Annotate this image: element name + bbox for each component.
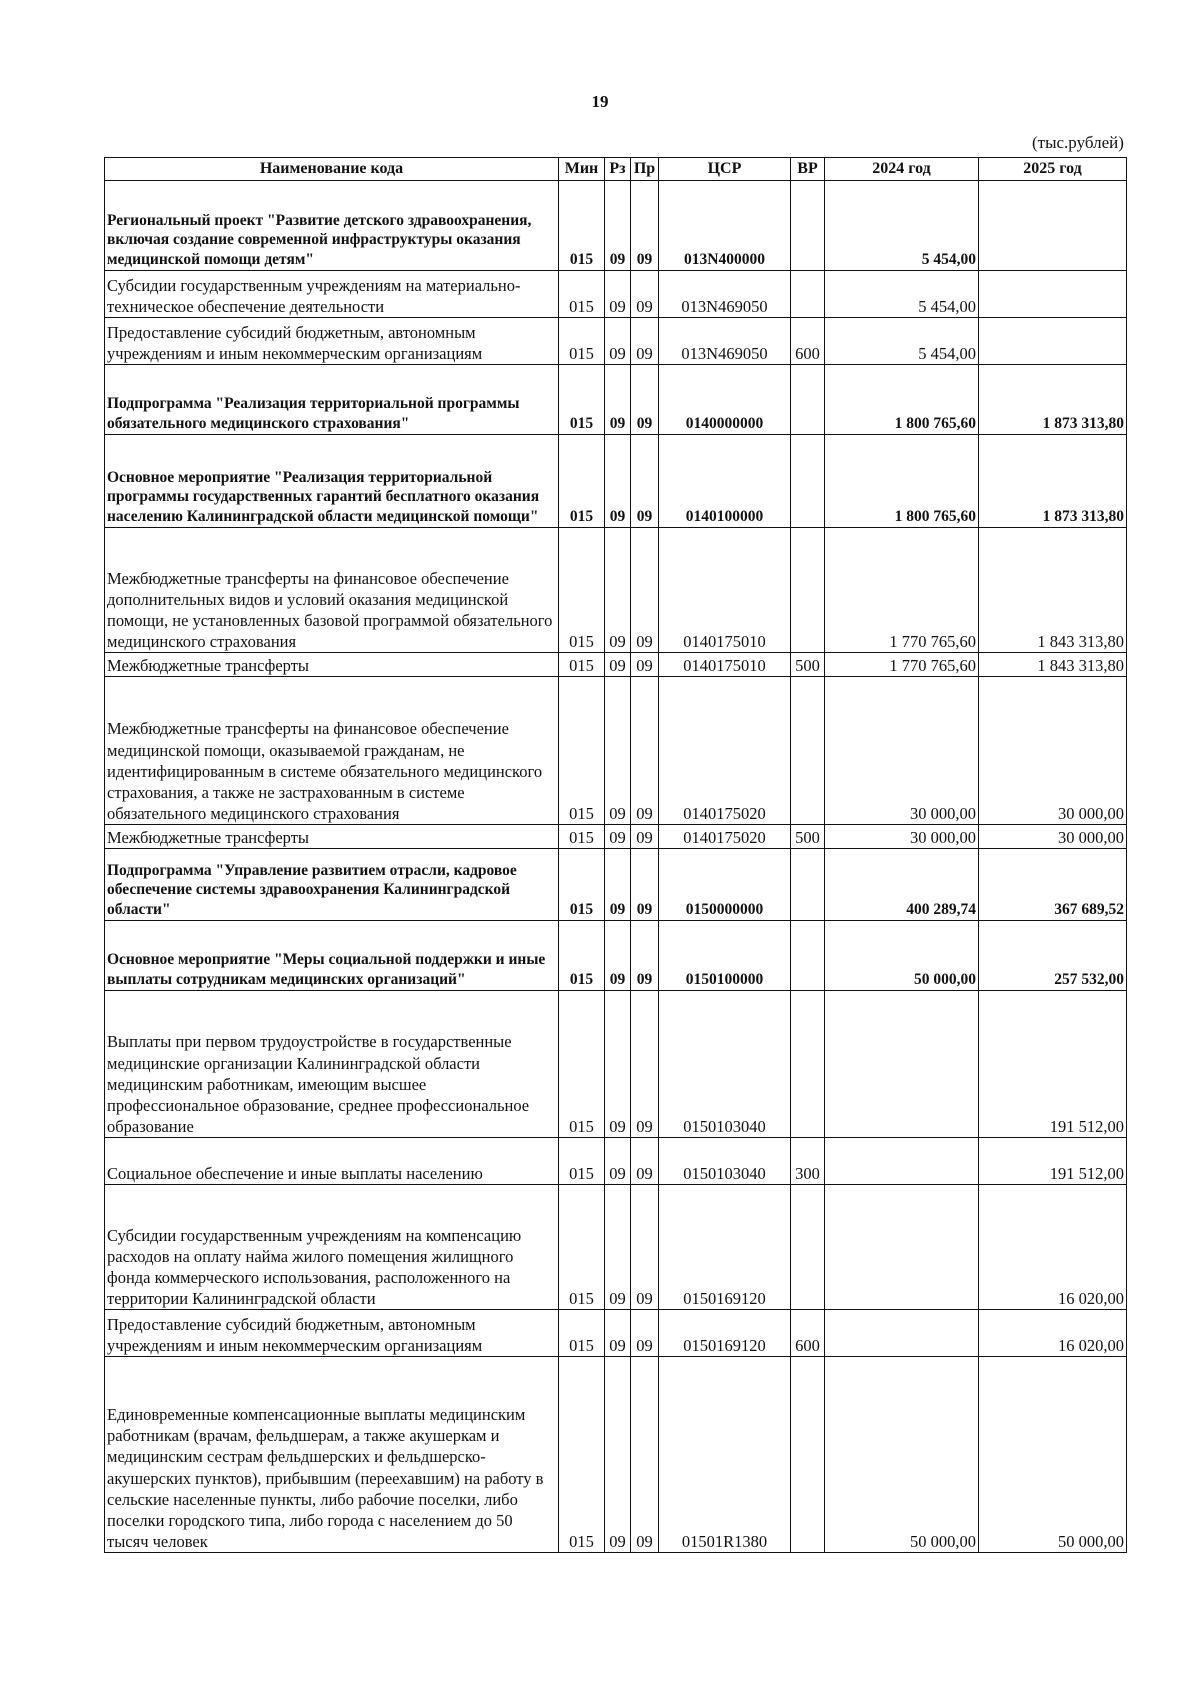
header-min: Мин [559, 158, 605, 181]
row-min: 015 [559, 1357, 605, 1553]
row-pr: 09 [631, 528, 659, 653]
row-pr: 09 [631, 365, 659, 435]
row-rz: 09 [605, 271, 631, 318]
header-csr: ЦСР [659, 158, 791, 181]
row-vr [791, 677, 825, 825]
row-rz: 09 [605, 1357, 631, 1553]
row-pr: 09 [631, 825, 659, 849]
row-name: Региональный проект "Развитие детского здравоохранения, включая создание современной инфраструктуры оказания медицинской помощи детям" [105, 181, 559, 271]
row-rz: 09 [605, 921, 631, 991]
row-csr: 0150103040 [659, 1138, 791, 1185]
table-header-row [105, 158, 1127, 181]
row-name: Предоставление субсидий бюджетным, автономным учреждениям и иным некоммерческим организациям [105, 318, 559, 365]
row-2025: 16 020,00 [979, 1310, 1127, 1357]
row-name: Основное мероприятие "Меры социальной поддержки и иные выплаты сотрудникам медицинских организаций" [105, 921, 559, 991]
row-name: Основное мероприятие "Реализация территориальной программы государственных гарантий бесплатного оказания населению Калининградской области медицинской помощи" [105, 435, 559, 528]
row-rz: 09 [605, 181, 631, 271]
row-csr: 013N400000 [659, 181, 791, 271]
row-min: 015 [559, 1310, 605, 1357]
row-2025 [979, 181, 1127, 271]
row-2025 [979, 271, 1127, 318]
table-row [105, 271, 1127, 318]
table-row [105, 1138, 1127, 1185]
row-2024: 5 454,00 [825, 271, 979, 318]
row-csr: 0150100000 [659, 921, 791, 991]
row-pr: 09 [631, 181, 659, 271]
row-2024 [825, 991, 979, 1138]
row-min: 015 [559, 365, 605, 435]
row-name: Субсидии государственным учреждениям на материально-техническое обеспечение деятельности [105, 271, 559, 318]
row-vr [791, 365, 825, 435]
header-rz: Рз [605, 158, 631, 181]
row-pr: 09 [631, 271, 659, 318]
row-vr [791, 528, 825, 653]
row-vr [791, 1357, 825, 1553]
row-name: Выплаты при первом трудоустройстве в государственные медицинские организации Калининградской области медицинским работникам, имеющим высшее профессиональное образование, среднее профессиональное образование [105, 991, 559, 1138]
row-rz: 09 [605, 653, 631, 677]
row-pr: 09 [631, 435, 659, 528]
row-pr: 09 [631, 1185, 659, 1310]
row-2025 [979, 318, 1127, 365]
row-name: Единовременные компенсационные выплаты медицинским работникам (врачам, фельдшерам, а также акушеркам и медицинским сестрам фельдшерских и фельдшерско-акушерских пунктов), прибывшим (переехавшим) на работу в сельские населенные пункты, либо рабочие поселки, либо поселки городского типа, либо города с населением до 50 тысяч человек [105, 1357, 559, 1553]
row-rz: 09 [605, 677, 631, 825]
table-row [105, 825, 1127, 849]
row-2025: 1 843 313,80 [979, 528, 1127, 653]
page-number: 19 [591, 92, 609, 111]
budget-table [104, 157, 1127, 1553]
row-rz: 09 [605, 528, 631, 653]
row-2024: 50 000,00 [825, 1357, 979, 1553]
row-rz: 09 [605, 435, 631, 528]
row-name: Подпрограмма "Реализация территориальной программы обязательного медицинского страхования" [105, 365, 559, 435]
row-pr: 09 [631, 1357, 659, 1553]
table-row [105, 435, 1127, 528]
row-rz: 09 [605, 991, 631, 1138]
row-2025: 50 000,00 [979, 1357, 1127, 1553]
row-rz: 09 [605, 849, 631, 921]
row-2024: 1 800 765,60 [825, 435, 979, 528]
row-min: 015 [559, 1138, 605, 1185]
row-pr: 09 [631, 1138, 659, 1185]
table-row [105, 365, 1127, 435]
row-2024: 30 000,00 [825, 677, 979, 825]
header-vr: ВР [791, 158, 825, 181]
row-2025: 257 532,00 [979, 921, 1127, 991]
row-2024: 50 000,00 [825, 921, 979, 991]
row-vr [791, 181, 825, 271]
row-vr [791, 435, 825, 528]
table-row [105, 318, 1127, 365]
row-rz: 09 [605, 1185, 631, 1310]
row-name: Предоставление субсидий бюджетным, автономным учреждениям и иным некоммерческим организациям [105, 1310, 559, 1357]
row-min: 015 [559, 677, 605, 825]
row-csr: 0140000000 [659, 365, 791, 435]
row-pr: 09 [631, 1310, 659, 1357]
row-min: 015 [559, 921, 605, 991]
row-min: 015 [559, 825, 605, 849]
row-pr: 09 [631, 677, 659, 825]
row-min: 015 [559, 849, 605, 921]
row-pr: 09 [631, 653, 659, 677]
row-2025: 30 000,00 [979, 825, 1127, 849]
row-vr: 500 [791, 653, 825, 677]
row-min: 015 [559, 1185, 605, 1310]
row-name: Социальное обеспечение и иные выплаты населению [105, 1138, 559, 1185]
row-rz: 09 [605, 365, 631, 435]
row-2024: 1 770 765,60 [825, 528, 979, 653]
row-2024 [825, 1185, 979, 1310]
table-row [105, 849, 1127, 921]
row-2024: 5 454,00 [825, 181, 979, 271]
row-pr: 09 [631, 991, 659, 1138]
row-name: Межбюджетные трансферты [105, 825, 559, 849]
row-pr: 09 [631, 921, 659, 991]
row-min: 015 [559, 181, 605, 271]
row-csr: 0140175010 [659, 653, 791, 677]
row-name: Субсидии государственным учреждениям на компенсацию расходов на оплату найма жилого помещения жилищного фонда коммерческого использования, расположенного на территории Калининградской области [105, 1185, 559, 1310]
row-min: 015 [559, 271, 605, 318]
row-vr [791, 921, 825, 991]
table-row [105, 1185, 1127, 1310]
table-row [105, 1357, 1127, 1553]
row-2025: 30 000,00 [979, 677, 1127, 825]
row-csr: 0140175010 [659, 528, 791, 653]
table-row [105, 991, 1127, 1138]
row-2024: 30 000,00 [825, 825, 979, 849]
row-2025: 191 512,00 [979, 991, 1127, 1138]
row-csr: 013N469050 [659, 318, 791, 365]
row-2025: 1 873 313,80 [979, 435, 1127, 528]
row-vr: 600 [791, 1310, 825, 1357]
table-row [105, 1310, 1127, 1357]
row-2025: 16 020,00 [979, 1185, 1127, 1310]
row-pr: 09 [631, 318, 659, 365]
row-min: 015 [559, 528, 605, 653]
row-rz: 09 [605, 825, 631, 849]
row-name: Межбюджетные трансферты на финансовое обеспечение медицинской помощи, оказываемой гражданам, не идентифицированным в системе обязательного медицинского страхования, а также не застрахованным в системе обязательного медицинского страхования [105, 677, 559, 825]
row-min: 015 [559, 991, 605, 1138]
header-2024: 2024 год [825, 158, 979, 181]
row-csr: 0150103040 [659, 991, 791, 1138]
row-min: 015 [559, 318, 605, 365]
units-label: (тыс.рублей) [1032, 133, 1124, 152]
row-rz: 09 [605, 1138, 631, 1185]
row-vr [791, 271, 825, 318]
row-2025: 191 512,00 [979, 1138, 1127, 1185]
row-rz: 09 [605, 1310, 631, 1357]
row-vr: 500 [791, 825, 825, 849]
row-name: Подпрограмма "Управление развитием отрасли, кадровое обеспечение системы здравоохранения Калининградской области" [105, 849, 559, 921]
row-2024: 5 454,00 [825, 318, 979, 365]
row-2024 [825, 1138, 979, 1185]
table-row [105, 653, 1127, 677]
row-vr [791, 849, 825, 921]
row-2024: 1 770 765,60 [825, 653, 979, 677]
row-2025: 1 873 313,80 [979, 365, 1127, 435]
row-csr: 01501R1380 [659, 1357, 791, 1553]
row-2025: 367 689,52 [979, 849, 1127, 921]
header-2025: 2025 год [979, 158, 1127, 181]
row-2024 [825, 1310, 979, 1357]
row-name: Межбюджетные трансферты на финансовое обеспечение дополнительных видов и условий оказания медицинской помощи, не установленных базовой программой обязательного медицинского страхования [105, 528, 559, 653]
row-csr: 0140175020 [659, 677, 791, 825]
table-row [105, 181, 1127, 271]
row-min: 015 [559, 435, 605, 528]
row-min: 015 [559, 653, 605, 677]
row-vr: 600 [791, 318, 825, 365]
row-name: Межбюджетные трансферты [105, 653, 559, 677]
row-vr [791, 991, 825, 1138]
row-pr: 09 [631, 849, 659, 921]
row-csr: 0150000000 [659, 849, 791, 921]
row-csr: 0140100000 [659, 435, 791, 528]
row-2024: 400 289,74 [825, 849, 979, 921]
header-pr: Пр [631, 158, 659, 181]
row-vr: 300 [791, 1138, 825, 1185]
row-csr: 013N469050 [659, 271, 791, 318]
table-row [105, 921, 1127, 991]
row-csr: 0150169120 [659, 1185, 791, 1310]
row-2025: 1 843 313,80 [979, 653, 1127, 677]
row-csr: 0150169120 [659, 1310, 791, 1357]
table-row [105, 528, 1127, 653]
row-csr: 0140175020 [659, 825, 791, 849]
row-rz: 09 [605, 318, 631, 365]
header-name: Наименование кода [105, 158, 559, 181]
row-vr [791, 1185, 825, 1310]
row-2024: 1 800 765,60 [825, 365, 979, 435]
table-row [105, 677, 1127, 825]
